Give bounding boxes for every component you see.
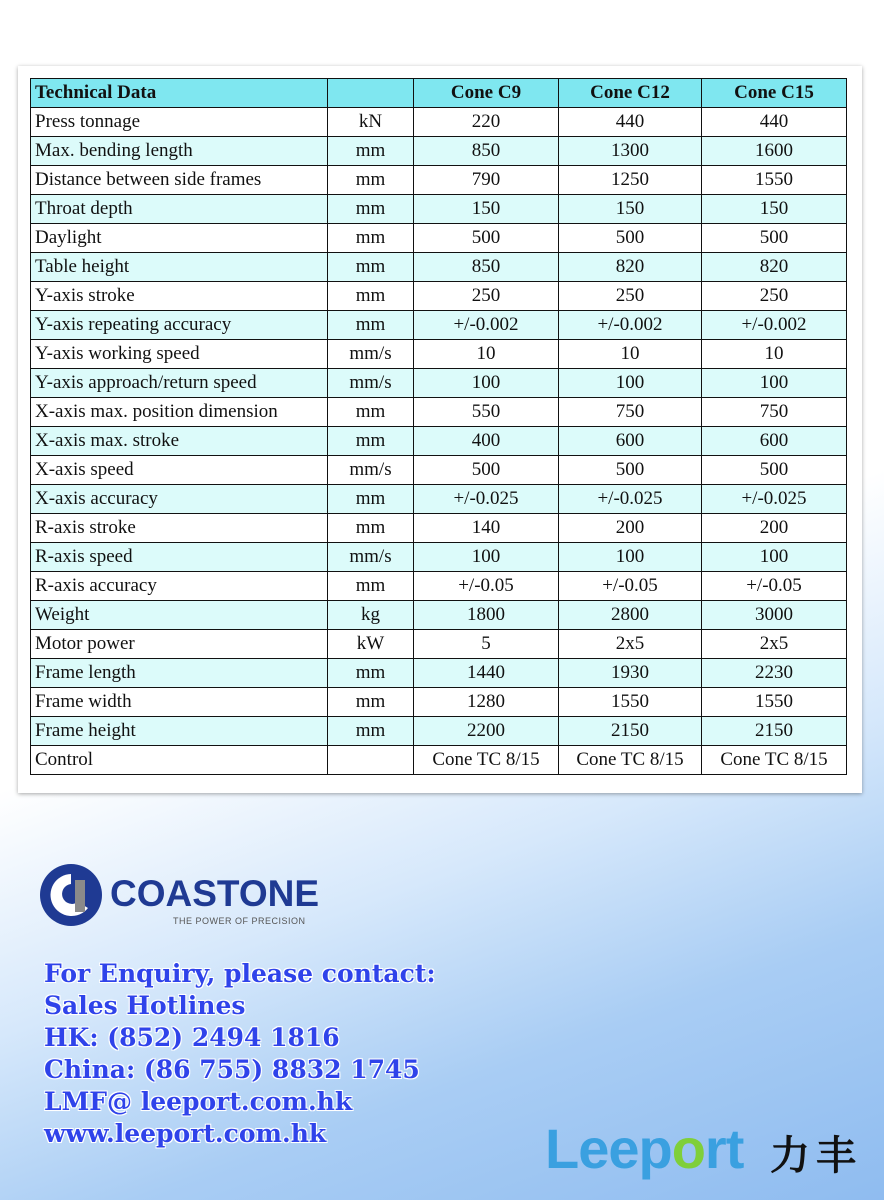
table-cell: mm bbox=[328, 427, 414, 456]
table-cell: 1550 bbox=[559, 688, 702, 717]
table-cell: +/-0.002 bbox=[559, 311, 702, 340]
table-cell: 10 bbox=[559, 340, 702, 369]
table-cell: 440 bbox=[702, 108, 847, 137]
table-row bbox=[31, 108, 847, 137]
table-cell: Y-axis approach/return speed bbox=[31, 369, 328, 398]
contact-line-website: www.leeport.com.hk bbox=[44, 1119, 327, 1148]
table-cell: kN bbox=[328, 108, 414, 137]
table-cell: 2150 bbox=[559, 717, 702, 746]
technical-data-table bbox=[30, 78, 847, 775]
table-cell: 100 bbox=[559, 543, 702, 572]
table-cell: 200 bbox=[702, 514, 847, 543]
table-cell: Control bbox=[31, 746, 328, 775]
table-cell: +/-0.002 bbox=[702, 311, 847, 340]
table-cell: 400 bbox=[414, 427, 559, 456]
table-cell: 1600 bbox=[702, 137, 847, 166]
table-cell: mm bbox=[328, 195, 414, 224]
table-header-row bbox=[31, 79, 847, 108]
table-cell: 1250 bbox=[559, 166, 702, 195]
contact-line-hk-phone: HK: (852) 2494 1816 bbox=[44, 1023, 340, 1052]
table-cell: mm bbox=[328, 572, 414, 601]
table-cell: mm bbox=[328, 688, 414, 717]
table-cell: X-axis accuracy bbox=[31, 485, 328, 514]
table-cell: Cone C9 bbox=[414, 79, 559, 108]
table-cell: Cone TC 8/15 bbox=[559, 746, 702, 775]
table-row bbox=[31, 485, 847, 514]
table-cell: Cone TC 8/15 bbox=[414, 746, 559, 775]
table-cell: 750 bbox=[702, 398, 847, 427]
table-cell: +/-0.025 bbox=[559, 485, 702, 514]
table-cell: Motor power bbox=[31, 630, 328, 659]
table-cell: mm/s bbox=[328, 543, 414, 572]
table-cell: 1550 bbox=[702, 166, 847, 195]
table-cell: 2150 bbox=[702, 717, 847, 746]
table-cell: mm/s bbox=[328, 456, 414, 485]
table-row bbox=[31, 572, 847, 601]
table-cell: 500 bbox=[702, 224, 847, 253]
table-cell: +/-0.05 bbox=[414, 572, 559, 601]
table-cell: 1800 bbox=[414, 601, 559, 630]
table-cell: 1930 bbox=[559, 659, 702, 688]
table-cell: 100 bbox=[702, 369, 847, 398]
table-cell: +/-0.05 bbox=[559, 572, 702, 601]
table-cell: 150 bbox=[702, 195, 847, 224]
table-cell: 750 bbox=[559, 398, 702, 427]
table-cell: Cone C15 bbox=[702, 79, 847, 108]
table-cell: 550 bbox=[414, 398, 559, 427]
table-cell: 100 bbox=[414, 543, 559, 572]
table-cell: mm/s bbox=[328, 340, 414, 369]
table-cell: Press tonnage bbox=[31, 108, 328, 137]
table-row bbox=[31, 137, 847, 166]
table-row bbox=[31, 427, 847, 456]
table-cell: R-axis stroke bbox=[31, 514, 328, 543]
table-cell: X-axis max. position dimension bbox=[31, 398, 328, 427]
table-cell: 2x5 bbox=[559, 630, 702, 659]
leeport-logo bbox=[545, 1116, 743, 1181]
table-cell: 500 bbox=[559, 224, 702, 253]
table-cell: Y-axis stroke bbox=[31, 282, 328, 311]
table-row bbox=[31, 282, 847, 311]
table-cell: mm bbox=[328, 137, 414, 166]
table-cell: 3000 bbox=[702, 601, 847, 630]
table-cell: R-axis speed bbox=[31, 543, 328, 572]
table-row bbox=[31, 456, 847, 485]
table-row bbox=[31, 514, 847, 543]
table-row bbox=[31, 369, 847, 398]
table-row bbox=[31, 224, 847, 253]
table-cell: 150 bbox=[559, 195, 702, 224]
table-row bbox=[31, 340, 847, 369]
table-cell: 600 bbox=[559, 427, 702, 456]
table-row bbox=[31, 398, 847, 427]
table-cell: 140 bbox=[414, 514, 559, 543]
table-cell: kW bbox=[328, 630, 414, 659]
table-cell: 100 bbox=[414, 369, 559, 398]
table-row bbox=[31, 746, 847, 775]
coastone-emblem-icon bbox=[38, 862, 104, 928]
table-cell: mm bbox=[328, 659, 414, 688]
table-row bbox=[31, 630, 847, 659]
leeport-chinese-name: 力丰 bbox=[770, 1132, 862, 1179]
table-cell: 850 bbox=[414, 253, 559, 282]
table-cell: 500 bbox=[414, 456, 559, 485]
table-cell: 440 bbox=[559, 108, 702, 137]
table-cell: Y-axis working speed bbox=[31, 340, 328, 369]
contact-line-hotlines: Sales Hotlines bbox=[44, 991, 246, 1020]
table-cell: 820 bbox=[702, 253, 847, 282]
table-cell: Y-axis repeating accuracy bbox=[31, 311, 328, 340]
table-cell: X-axis max. stroke bbox=[31, 427, 328, 456]
table-cell: mm bbox=[328, 514, 414, 543]
table-cell: 100 bbox=[559, 369, 702, 398]
table-cell: 500 bbox=[414, 224, 559, 253]
table-cell: Max. bending length bbox=[31, 137, 328, 166]
table-cell: Frame width bbox=[31, 688, 328, 717]
coastone-logo bbox=[38, 862, 338, 932]
table-cell: 2800 bbox=[559, 601, 702, 630]
table-cell: 10 bbox=[702, 340, 847, 369]
table-cell: kg bbox=[328, 601, 414, 630]
table-row bbox=[31, 166, 847, 195]
table-cell: 10 bbox=[414, 340, 559, 369]
table-cell: 150 bbox=[414, 195, 559, 224]
table-cell: +/-0.002 bbox=[414, 311, 559, 340]
contact-line-china-phone: China: (86 755) 8832 1745 bbox=[44, 1055, 420, 1084]
table-cell: 2200 bbox=[414, 717, 559, 746]
table-cell: 790 bbox=[414, 166, 559, 195]
table-cell: Frame length bbox=[31, 659, 328, 688]
table-row bbox=[31, 601, 847, 630]
table-cell: mm bbox=[328, 717, 414, 746]
table-cell: Frame height bbox=[31, 717, 328, 746]
table-cell: Daylight bbox=[31, 224, 328, 253]
table-cell: mm bbox=[328, 253, 414, 282]
table-cell: +/-0.05 bbox=[702, 572, 847, 601]
table-cell: Cone C12 bbox=[559, 79, 702, 108]
table-cell: 200 bbox=[559, 514, 702, 543]
table-cell: 600 bbox=[702, 427, 847, 456]
table-row bbox=[31, 543, 847, 572]
table-cell: 5 bbox=[414, 630, 559, 659]
table-cell: Weight bbox=[31, 601, 328, 630]
table-cell: R-axis accuracy bbox=[31, 572, 328, 601]
table-cell: mm bbox=[328, 311, 414, 340]
table-row bbox=[31, 253, 847, 282]
table-cell: Cone TC 8/15 bbox=[702, 746, 847, 775]
table-cell: 250 bbox=[559, 282, 702, 311]
table-cell: Distance between side frames bbox=[31, 166, 328, 195]
table-cell: Table height bbox=[31, 253, 328, 282]
table-cell: 1280 bbox=[414, 688, 559, 717]
table-cell: 500 bbox=[559, 456, 702, 485]
table-cell: mm bbox=[328, 485, 414, 514]
contact-line-email: LMF@ leeport.com.hk bbox=[44, 1087, 353, 1116]
table-cell: 1440 bbox=[414, 659, 559, 688]
table-cell: 2230 bbox=[702, 659, 847, 688]
table-cell: 220 bbox=[414, 108, 559, 137]
table-cell: mm bbox=[328, 398, 414, 427]
table-cell: mm bbox=[328, 224, 414, 253]
table-cell: 820 bbox=[559, 253, 702, 282]
table-cell: +/-0.025 bbox=[414, 485, 559, 514]
table-cell: 2x5 bbox=[702, 630, 847, 659]
table-cell bbox=[328, 746, 414, 775]
table-row bbox=[31, 659, 847, 688]
table-cell: mm bbox=[328, 166, 414, 195]
table-cell: 1550 bbox=[702, 688, 847, 717]
contact-block bbox=[44, 958, 436, 1150]
table-cell: Technical Data bbox=[31, 79, 328, 108]
table-cell: 1300 bbox=[559, 137, 702, 166]
coastone-wordmark: COASTONE bbox=[110, 873, 320, 914]
table-cell: 250 bbox=[414, 282, 559, 311]
table-cell: 850 bbox=[414, 137, 559, 166]
table-cell: mm/s bbox=[328, 369, 414, 398]
table-cell: X-axis speed bbox=[31, 456, 328, 485]
table-cell: +/-0.025 bbox=[702, 485, 847, 514]
table-row bbox=[31, 688, 847, 717]
leeport-o-accent: o bbox=[671, 1117, 705, 1180]
table-cell: mm bbox=[328, 282, 414, 311]
table-cell: 100 bbox=[702, 543, 847, 572]
table-cell bbox=[328, 79, 414, 108]
coastone-tagline: THE POWER OF PRECISION bbox=[173, 916, 306, 926]
table-cell: 250 bbox=[702, 282, 847, 311]
leeport-wordmark: Leeport bbox=[545, 1117, 744, 1180]
table-cell: Throat depth bbox=[31, 195, 328, 224]
table-cell: 500 bbox=[702, 456, 847, 485]
table-row bbox=[31, 195, 847, 224]
table-row bbox=[31, 311, 847, 340]
contact-line-enquiry: For Enquiry, please contact: bbox=[44, 959, 436, 988]
table-row bbox=[31, 717, 847, 746]
spec-sheet bbox=[18, 66, 862, 793]
